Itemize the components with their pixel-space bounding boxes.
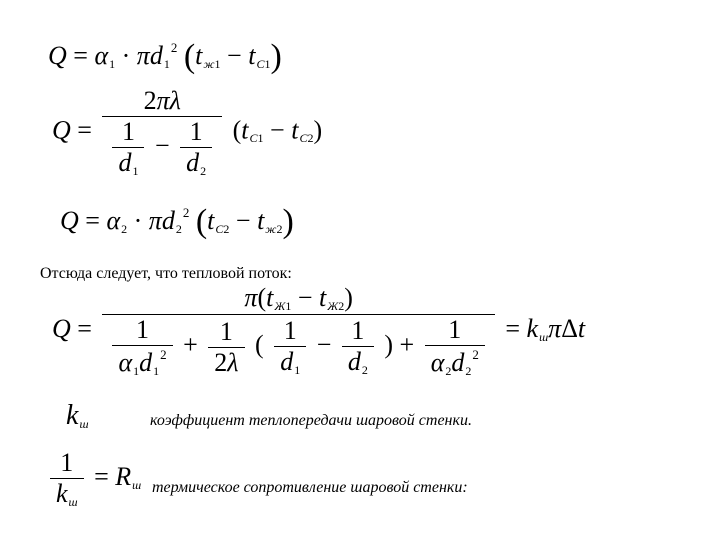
equation-wall-conduction: Q = 2πλ $\frac{1}{d_1}$ − $\frac{1}{d_2}$ $(t_{С1} - t_{С2})$ [52,86,323,178]
heat-flow-intro-text: Отсюда следует, что тепловой поток: [40,265,292,282]
equation-surface-convection-1: $Q = \alpha_1 \cdot \pi d_1^2$ $(t_{ж1} - t_{С1})$ [48,38,282,75]
equation-surface-convection-2: $Q = \alpha_2 \cdot \pi d_2^2$ $(t_{С2} - t_{ж2})$ [60,203,294,240]
r-description-text: термическое сопротивление шаровой стенки: [152,479,468,496]
equation-heat-flow: Q = $\pi(t_{Ж1} - t_{Ж2})$ $\frac{1}{\alpha_1d_1^2}$ + $\frac{1}{2\lambda}$ ( $\frac{1}{d_1}$ − $\frac{1}{d_2}$ ) + $\frac{1}{\alpha_2d_2^2}$ = $k_ш\pi\Delta t$ [52,283,586,378]
k-symbol: $k_ш$ [66,400,89,431]
resistance-equation: $\frac{1}{k_ш}$ = $R_ш$ [46,450,141,508]
k-description-text: коэффициент теплопередачи шаровой стенки. [150,412,472,429]
